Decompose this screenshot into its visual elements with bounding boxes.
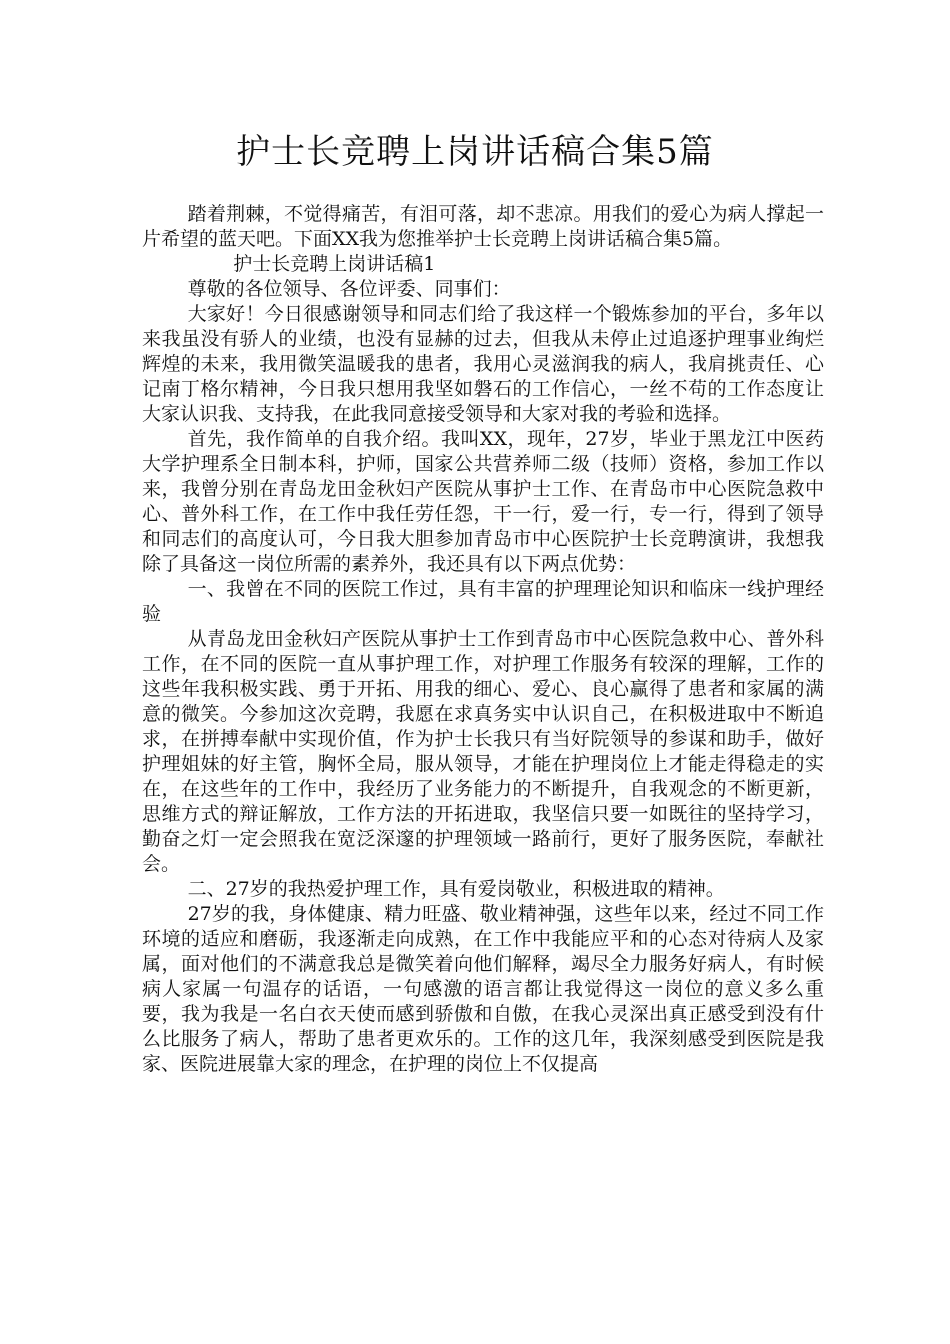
point-heading: 一、我曾在不同的医院工作过，具有丰富的护理理论知识和临床一线护理经验 [142, 578, 824, 625]
salutation: 尊敬的各位领导、各位评委、同事们： [187, 278, 511, 300]
document-body [142, 202, 824, 1077]
document-title: 护士长竞聘上岗讲话稿合集5篇 [236, 132, 714, 172]
section-heading: 护士长竞聘上岗讲话稿1 [233, 253, 436, 275]
body-paragraph: 大家好！今日很感谢领导和同志们给了我这样一个锻炼参加的平台，多年以来我虽没有骄人的业绩，也没有显赫的过去，但我从未停止过追逐护理事业绚烂辉煌的未来，我用微笑温暖我的患者，我用心灵滋润我的病人，我肩挑责任、心记南丁格尔精神，今日我只想用我坚如磐石的工作信心，一丝不苟的工作态度让大家认识我、支持我，在此我同意接受领导和大家对我的考验和选择。 [142, 303, 824, 425]
body-paragraph: 27岁的我，身体健康、精力旺盛、敬业精神强，这些年以来，经过不同工作环境的适应和磨砺，我逐渐走向成熟，在工作中我能应平和的心态对待病人及家属，面对他们的不满意我总是微笑着向他们解释，竭尽全力服务好病人，有时候病人家属一句温存的话语，一句感激的语言都让我觉得这一岗位的意义多么重要，我为我是一名白衣天使而感到骄傲和自傲，在我心灵深出真正感受到没有什么比服务了病人，帮助了患者更欢乐的。工作的这几年，我深刻感受到医院是我家、医院进展靠大家的理念，在护理的岗位上不仅提高 [142, 903, 824, 1075]
point-heading: 二、27岁的我热爱护理工作，具有爱岗敬业，积极进取的精神。 [187, 878, 725, 900]
body-paragraph: 首先，我作简单的自我介绍。我叫XX，现年，27岁，毕业于黑龙江中医药大学护理系全日制本科，护师，国家公共营养师二级（技师）资格，参加工作以来，我曾分别在青岛龙田金秋妇产医院从事护士工作、在青岛市中心医院急救中心、普外科工作，在工作中我任劳任怨，干一行，爱一行，专一行，得到了领导和同志们的高度认可，今日我大胆参加青岛市中心医院护士长竞聘演讲，我想我除了具备这一岗位所需的素养外，我还具有以下两点优势： [142, 428, 824, 575]
intro-paragraph: 踏着荆棘，不觉得痛苦，有泪可落，却不悲凉。用我们的爱心为病人撑起一片希望的蓝天吧。下面XX我为您推举护士长竞聘上岗讲话稿合集5篇。 [142, 203, 824, 250]
body-paragraph: 从青岛龙田金秋妇产医院从事护士工作到青岛市中心医院急救中心、普外科工作，在不同的医院一直从事护理工作，对护理工作服务有较深的理解，工作的这些年我积极实践、勇于开拓、用我的细心、爱心、良心赢得了患者和家属的满意的微笑。今参加这次竞聘，我愿在求真务实中认识自己，在积极进取中不断追求，在拼搏奉献中实现价值，作为护士长我只有当好院领导的参谋和助手，做好护理姐妹的好主管，胸怀全局，服从领导，才能在护理岗位上才能走得稳走的实在，在这些年的工作中，我经历了业务能力的不断提升，自我观念的不断更新，思维方式的辩证解放，工作方法的开拓进取，我坚信只要一如既往的坚持学习，勤奋之灯一定会照我在宽泛深邃的护理领域一路前行，更好了服务医院，奉献社会。 [142, 628, 824, 875]
